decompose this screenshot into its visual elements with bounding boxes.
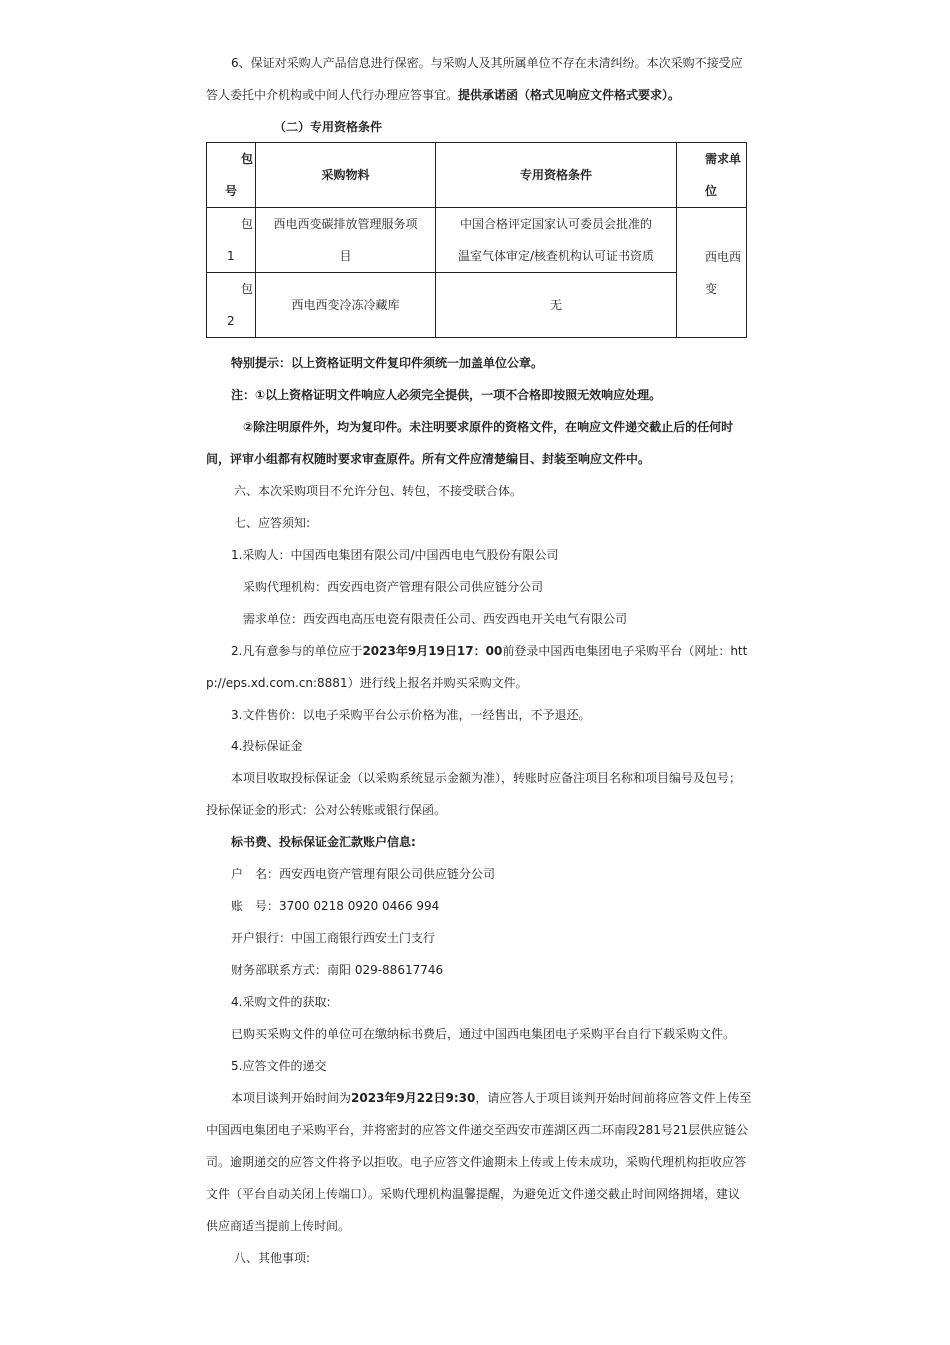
submit-title: 5.应答文件的递交 — [231, 1059, 327, 1073]
header-unit — [677, 143, 747, 208]
row1-package — [207, 208, 256, 273]
submit-post: ，请应答人于项目谈判开始时间前将应答文件上传至 — [475, 1091, 751, 1105]
row2-package — [207, 273, 256, 338]
demand-info: 需求单位：西安西电高压电瓷有限责任公司、西安西电开关电气有限公司 — [243, 612, 628, 626]
submit-line5: 供应商适当提前上传时间。 — [206, 1219, 351, 1233]
submit-line4: 文件（平台自动关闭上传端口）。采购代理机构温馨提醒，为避免近文件递交截止时间网络拥堵，建议 — [206, 1187, 741, 1201]
deposit-title: 4.投标保证金 — [231, 739, 303, 753]
registration-pre: 2.凡有意参与的单位应于 — [231, 644, 363, 658]
header-material: 采购物料 — [256, 143, 436, 208]
account-name: 户 名：西安西电资产管理有限公司供应链分公司 — [231, 867, 496, 881]
section-7-title: 七、应答须知: — [234, 516, 311, 530]
deposit-line2: 投标保证金的形式：公对公转账或银行保函。 — [206, 803, 447, 817]
row2-condition: 无 — [436, 273, 677, 338]
note-2-line2: 间，评审小组都有权随时要求审查原件。所有文件应清楚编目、封装至响应文件中。 — [206, 452, 651, 466]
deposit-line1: 本项目收取投标保证金（以采购系统显示金额为准），转账时应备注项目名称和项目编号及包号； — [231, 771, 742, 785]
row1-material-line1: 西电西变碳排放管理服务项 — [273, 217, 418, 231]
buyer-info: 1.采购人：中国西电集团有限公司/中国西电电气股份有限公司 — [231, 548, 559, 562]
para-confidentiality-bold: 提供承诺函（格式见响应文件格式要求）。 — [458, 88, 681, 102]
note-2-line1: ②除注明原件外，均为复印件。未注明要求原件的资格文件，在响应文件递交截止后的任何时 — [243, 420, 734, 434]
bank-name: 开户银行：中国工商银行西安土门支行 — [231, 931, 436, 945]
row2-material: 西电西变冷冻冷藏库 — [256, 273, 436, 338]
submit-date: 2023年9月22日9:30 — [351, 1091, 476, 1105]
row1-package-top: 包 — [241, 217, 254, 231]
header-unit-bottom: 位 — [705, 184, 718, 198]
table-row — [207, 208, 747, 273]
special-qualification-title: （二）专用资格条件 — [274, 120, 383, 134]
header-condition: 专用资格条件 — [436, 143, 677, 208]
para-confidentiality-normal: 答人委托中介机构或中间人代行办理应答事宜。 — [206, 88, 459, 102]
row2-package-bottom: 2 — [227, 314, 235, 328]
obtain-title: 4.采购文件的获取: — [231, 995, 331, 1009]
header-package-top: 包 — [241, 152, 254, 166]
registration-line2: p://eps.xd.com.cn:8881）进行线上报名并购买采购文件。 — [206, 676, 528, 690]
row2-package-top: 包 — [241, 282, 254, 296]
row1-material-line2: 目 — [339, 249, 352, 263]
para-confidentiality-line1: 6、保证对采购人产品信息进行保密。与采购人及其所属单位不存在未清纠纷。本次采购不接受应 — [231, 56, 743, 70]
row1-material — [256, 208, 436, 273]
account-title: 标书费、投标保证金汇款账户信息: — [231, 835, 416, 849]
registration-post: 前登录中国西电集团电子采购平台（网址：htt — [502, 644, 748, 658]
header-unit-top: 需求单 — [705, 152, 742, 166]
qualification-table — [206, 142, 747, 338]
submit-line2: 中国西电集团电子采购平台，并将密封的应答文件递交至西安市莲湖区西二环南段281号21层供应链公 — [206, 1123, 749, 1137]
row1-condition-line2: 温室气体审定/核查机构认可证书资质 — [457, 249, 655, 263]
row1-condition — [436, 208, 677, 273]
demand-unit-cell — [677, 208, 747, 338]
document-price: 3.文件售价：以电子采购平台公示价格为准，一经售出，不予退还。 — [231, 708, 591, 722]
table-row — [207, 273, 747, 338]
header-package — [207, 143, 256, 208]
header-package-bottom: 号 — [225, 184, 238, 198]
row1-condition-line1: 中国合格评定国家认可委员会批准的 — [459, 217, 652, 231]
para-confidentiality-line2 — [206, 87, 751, 103]
submit-line3: 司。逾期递交的应答文件将予以拒收。电子应答文件逾期未上传或上传未成功，采购代理机构拒收应答 — [206, 1155, 747, 1169]
finance-contact: 财务部联系方式：南阳 029-88617746 — [231, 963, 444, 977]
special-tip: 特别提示：以上资格证明文件复印件须统一加盖单位公章。 — [231, 356, 544, 370]
registration-line1 — [231, 643, 751, 659]
agent-info: 采购代理机构：西安西电资产管理有限公司供应链分公司 — [243, 580, 544, 594]
note-1: 注：①以上资格证明文件响应人必须完全提供，一项不合格即按照无效响应处理。 — [231, 388, 662, 402]
demand-unit-line1: 西电西 — [705, 249, 742, 264]
table-header-row — [207, 143, 747, 208]
row1-package-bottom: 1 — [227, 249, 235, 263]
demand-unit-line2: 变 — [705, 281, 718, 296]
account-number: 账 号：3700 0218 0920 0466 994 — [231, 899, 440, 913]
obtain-text: 已购买采购文件的单位可在缴纳标书费后，通过中国西电集团电子采购平台自行下载采购文件。 — [231, 1027, 736, 1041]
section-8-title: 八、其他事项: — [234, 1251, 311, 1265]
registration-date: 2023年9月19日17：00 — [362, 644, 503, 658]
submit-line1 — [231, 1090, 751, 1106]
submit-pre: 本项目谈判开始时间为 — [231, 1091, 352, 1105]
section-6: 六、本次采购项目不允许分包、转包，不接受联合体。 — [234, 484, 523, 498]
